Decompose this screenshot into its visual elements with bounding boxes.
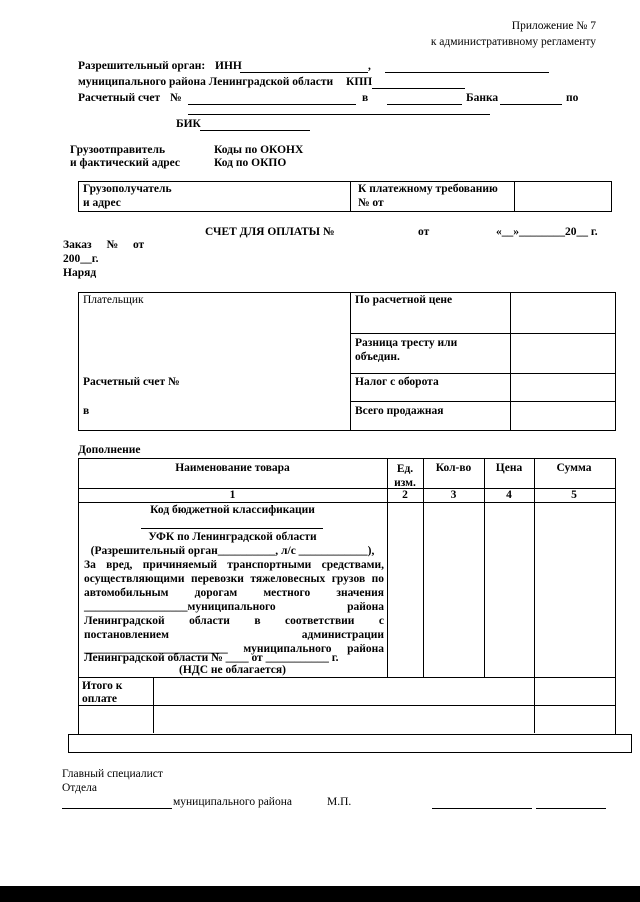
order-line: Заказ № от [63,239,145,251]
col-header-qty: Кол-во [435,462,472,474]
signature-name-field[interactable] [536,808,606,809]
invoice-date: «__»________20__ г. [496,226,598,238]
body-line-3: автомобильным дорогам местного значения [84,587,384,599]
bottom-strip [68,734,632,753]
col-number-2: 2 [402,489,408,501]
consignee-line-1: Грузополучатель [83,183,172,195]
naryad-label: Наряд [63,267,97,279]
account-field[interactable] [188,104,356,105]
payer-row-line-2 [350,373,615,374]
payer-in-label: в [83,405,90,417]
body-line-5: Ленинградской области в соответствии с [84,615,384,627]
col-header-price: Цена [495,462,523,474]
payment-request-line-2: № от [358,197,384,209]
invoice-title: СЧЕТ ДЛЯ ОПЛАТЫ № [205,226,335,238]
col-header-name: Наименование товара [175,462,290,474]
account-extra-line[interactable] [188,114,490,115]
col-header-unit: Ед. изм. [394,463,416,489]
body-line-2: осуществляющими перевозки тяжеловесных грузов по [84,573,384,585]
account-label: Расчетный счет [78,92,161,104]
payer-box [78,292,616,431]
inn-label: ИНН [215,60,242,72]
payment-request-line-1: К платежному требованию [358,183,498,195]
payer-account-label: Расчетный счет № [83,376,180,388]
payer-divider [350,292,351,430]
consignee-divider-2 [514,181,515,211]
footer-municipal: муниципального района [173,796,292,808]
consignee-divider [350,181,351,211]
authority-account-line: (Разрешительный орган__________, л/с ____________), [90,545,375,557]
order-year: 200__г. [63,253,99,265]
inn-comma: , [368,60,371,72]
inn-field-2[interactable] [385,72,549,73]
bank-city-field[interactable] [500,104,562,105]
kbk-field[interactable] [141,528,323,529]
municipal-label: муниципального района Ленинградской области [78,76,334,88]
payer-row-line-1 [350,333,615,334]
invoice-from: от [418,226,430,238]
difference-row: Разница тресту или объедин. [355,337,458,363]
body-line-7: _________________________ муниципального района [84,643,384,655]
appendix-line-2: к административному регламенту [430,36,596,48]
authority-label: Разрешительный орган: [78,60,206,72]
consignee-line-2: и адрес [83,197,121,209]
body-line-4: __________________муниципального района [84,601,384,613]
total-row-line [78,705,615,706]
footer-dept-field[interactable] [62,808,172,809]
col-number-3: 3 [450,489,457,501]
bik-label: БИК [176,118,201,130]
po-label: по [566,92,579,104]
col-header-sum: Сумма [556,462,592,474]
body-line-1: За вред, причиняемый транспортными средствами, [84,559,384,571]
numbers-bottom-line [78,502,615,503]
total-label-line-1: Итого к [82,680,123,692]
shipper-line-1: Грузоотправитель [70,144,166,156]
appendix-line-1: Приложение № 7 [511,20,596,32]
ufk-label: УФК по Ленинградской области [148,531,317,543]
payer-label: Плательщик [83,294,144,306]
kbk-label: Код бюджетной классификации [150,504,315,516]
bank-name-field[interactable] [387,104,462,105]
col-number-1: 1 [229,489,236,501]
footer-dept: Отдела [62,782,97,794]
supplement-label: Дополнение [78,444,141,456]
okpo-label: Код по ОКПО [214,157,287,169]
signature-field[interactable] [432,808,532,809]
bank-label: Банка [466,92,499,104]
total-label-line-2: оплате [82,693,118,705]
inn-field[interactable] [240,72,368,73]
turnover-tax-row: Налог с оборота [355,376,439,388]
shipper-line-2: и фактический адрес [70,157,181,169]
vat-note: (НДС не облагается) [179,664,286,676]
payer-row-line-3 [350,401,615,402]
col-number-5: 5 [571,489,577,501]
col-number-4: 4 [506,489,512,501]
bik-field[interactable] [200,130,310,131]
kpp-field[interactable] [372,88,465,89]
payer-value-divider [510,292,511,430]
footer-chief: Главный специалист [62,768,163,780]
account-no: № [170,92,182,104]
kpp-label: КПП [346,76,373,88]
body-line-6: постановлением администрации [84,629,384,641]
okonh-label: Коды по ОКОНХ [214,144,304,156]
footer-mp: М.П. [327,796,352,808]
body-bottom-line [78,677,615,678]
scan-edge [0,886,640,902]
price-row: По расчетной цене [355,294,453,306]
account-in-label: в [362,92,369,104]
total-sale-row: Всего продажная [355,405,444,417]
decree-line: Ленинградской области № ____ от ___________ г. [84,652,339,664]
